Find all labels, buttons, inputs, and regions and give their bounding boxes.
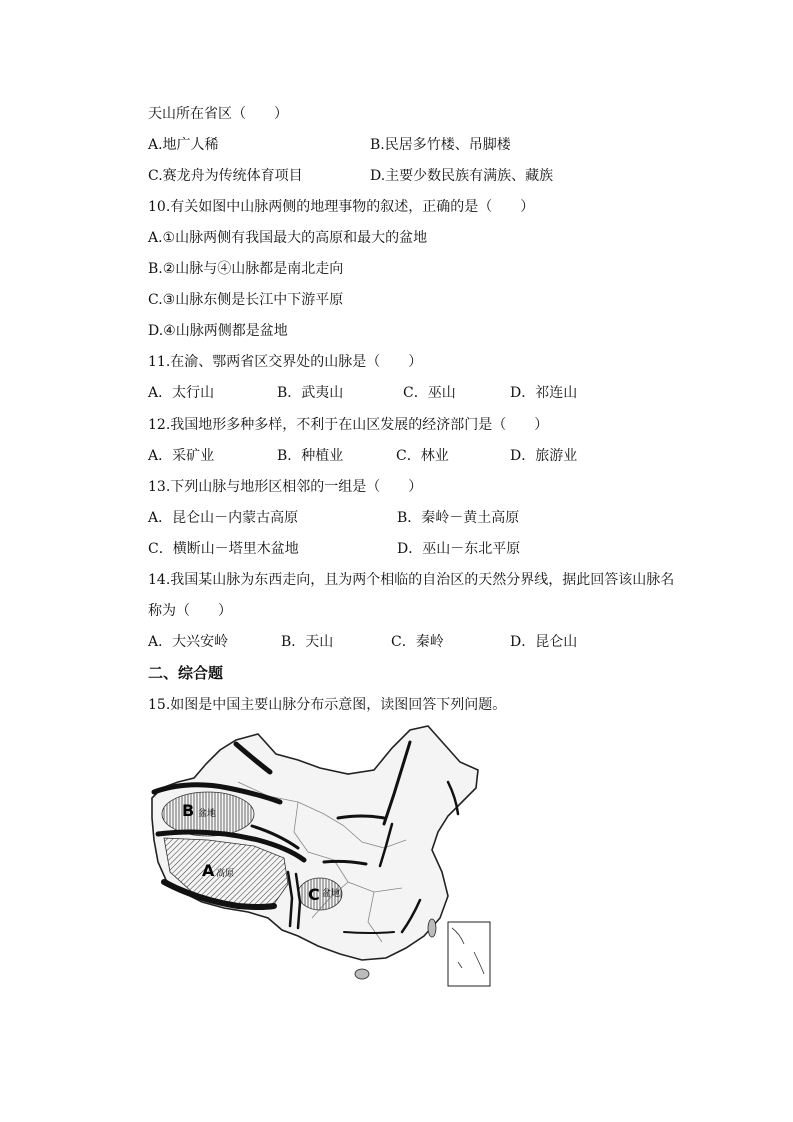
china-mountains-map	[148, 722, 493, 990]
q10-option-d: D.④山脉两侧都是盆地	[148, 323, 288, 339]
taiwan-island	[428, 919, 436, 937]
q13-option-c: C．横断山－塔里木盆地	[148, 541, 299, 557]
q10-option-c: C.③山脉东侧是长江中下游平原	[148, 292, 344, 308]
label-c-suffix: 盆地	[322, 889, 341, 899]
q10-stem: 10.有关如图中山脉两侧的地理事物的叙述，正确的是（ ）	[148, 199, 535, 215]
q11-option-a: A．太行山	[148, 385, 215, 401]
hainan-island	[355, 969, 369, 979]
south-china-sea-inset	[448, 922, 490, 986]
q9-option-c: C.赛龙舟为传统体育项目	[148, 168, 303, 184]
nanling-range	[344, 932, 394, 933]
label-c: C	[308, 885, 320, 904]
q14-option-b: B．天山	[281, 634, 334, 650]
q10-option-a: A.①山脉两侧有我国最大的高原和最大的盆地	[148, 230, 428, 246]
q13-option-b: B．秦岭－黄土高原	[397, 510, 520, 526]
q14-option-a: A．大兴安岭	[148, 634, 229, 650]
q13-stem: 13.下列山脉与地形区相邻的一组是（ ）	[148, 479, 423, 495]
q14-option-c: C．秦岭	[391, 634, 444, 650]
q12-option-a: A．采矿业	[148, 448, 215, 464]
label-a: A	[202, 861, 215, 880]
q13-option-d: D．巫山－东北平原	[397, 541, 521, 557]
label-a-suffix: 高原	[216, 869, 235, 879]
q12-option-d: D．旅游业	[510, 448, 578, 464]
q9-stem: 天山所在省区（ ）	[148, 106, 288, 122]
q11-option-b: B．武夷山	[277, 385, 344, 401]
q12-option-b: B．种植业	[277, 448, 344, 464]
q11-option-c: C．巫山	[403, 385, 456, 401]
q11-stem: 11.在渝、鄂两省区交界处的山脉是（ ）	[148, 354, 423, 370]
section-title: 二、综合题	[148, 664, 224, 682]
q12-option-c: C．林业	[396, 448, 449, 464]
q9-option-b: B.民居多竹楼、吊脚楼	[370, 137, 511, 153]
q10-option-b: B.②山脉与④山脉都是南北走向	[148, 261, 344, 277]
q9-option-d: D.主要少数民族有满族、藏族	[370, 168, 554, 184]
label-b: B	[182, 801, 195, 820]
q14-stem-line2: 称为（ ）	[148, 603, 232, 619]
q11-option-d: D．祁连山	[510, 385, 578, 401]
q13-option-a: A．昆仑山－内蒙古高原	[148, 510, 299, 526]
q9-option-a: A.地广人稀	[148, 137, 219, 153]
q15-stem: 15.如图是中国主要山脉分布示意图，读图回答下列问题。	[148, 697, 507, 713]
q14-option-d: D．昆仑山	[510, 634, 578, 650]
q14-stem-line1: 14.我国某山脉为东西走向，且为两个相临的自治区的天然分界线，据此回答该山脉名	[148, 572, 675, 588]
q12-stem: 12.我国地形多种多样，不利于在山区发展的经济部门是（ ）	[148, 417, 549, 433]
label-b-suffix: 盆地	[198, 809, 217, 819]
